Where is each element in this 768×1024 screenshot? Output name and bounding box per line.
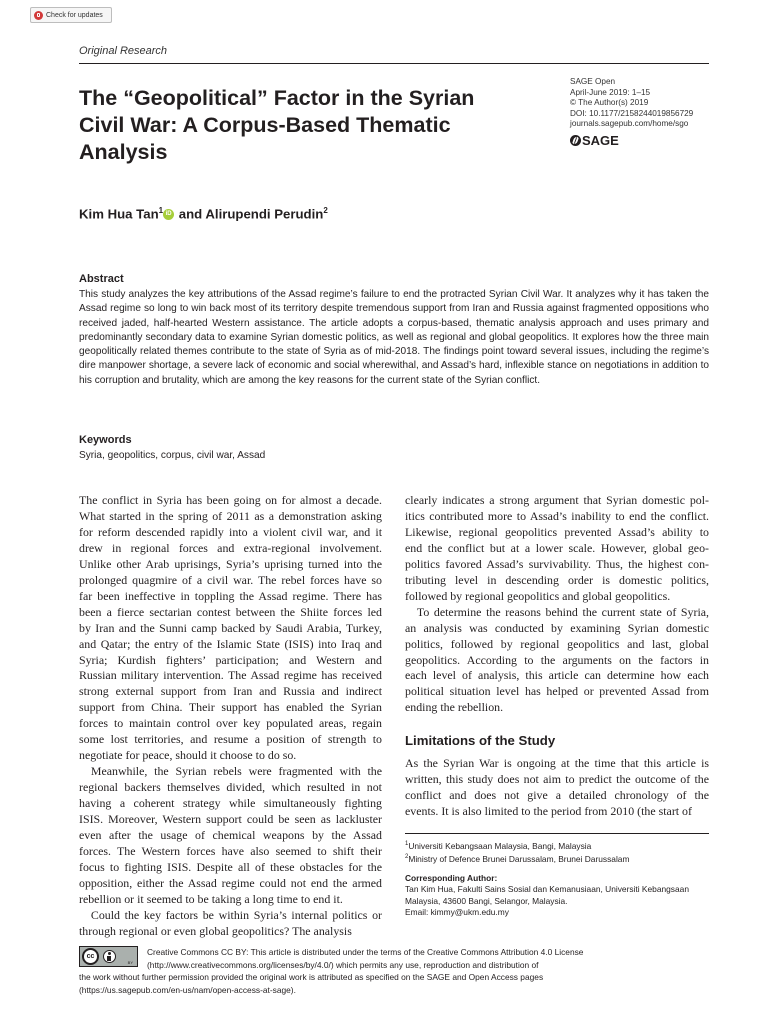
license-line: Creative Commons CC BY: This article is distributed under the terms of the Creative Commons Attribution 4.0 License (147, 947, 584, 957)
keywords-text: Syria, geopolitics, corpus, civil war, Assad (79, 450, 266, 461)
body-line: each level of analysis, this article can determine how each (405, 668, 709, 683)
body-line: for reform descended rapidly into a violent civil war, and it (79, 524, 382, 539)
journal-info (570, 77, 750, 130)
body-line: Likewise, regional geopolitics prevented Assad’s ability to (405, 524, 709, 539)
sage-logo-icon (570, 135, 581, 146)
journal-name: SAGE Open (570, 77, 616, 86)
author-name: Kim Hua Tan (79, 206, 159, 222)
body-line: geopolitics. According to the arguments on the factors in (405, 652, 709, 667)
affiliation-marker: 2 (323, 206, 328, 215)
body-line: Syria; Kurdish fighters’ participation; and Western and (79, 652, 382, 667)
body-line: been a fierce sectarian contest between the Shiite forces led (79, 604, 382, 619)
journal-url[interactable]: journals.sagepub.com/home/sgo (570, 119, 689, 129)
body-line: ending the rebellion. (405, 700, 504, 715)
abstract-heading: Abstract (79, 273, 124, 285)
body-line: by Iran and the Sunni camp backed by Saudi Arabia, Turkey, (79, 620, 382, 635)
body-line: To determine the reasons behind the current state of Syria, (405, 604, 709, 619)
body-line: opposition, either the Assad regime could not end the armed (79, 875, 382, 890)
footnotes (405, 839, 715, 918)
section-heading: Limitations of the Study (405, 733, 556, 748)
check-for-updates-button[interactable] (30, 7, 112, 23)
title-line: Civil War: A Corpus-Based Thematic (79, 113, 451, 137)
affiliation-marker: 1 (158, 206, 164, 215)
sage-logo-text: SAGE (582, 133, 619, 148)
limitations-text (405, 756, 709, 820)
body-line: an analysis was conducted by examining Syrian domestic (405, 620, 709, 635)
author-list (79, 206, 328, 221)
affiliation-1 (405, 839, 715, 852)
affiliation-text: Universiti Kebangsaan Malaysia, Bangi, Malaysia (408, 840, 592, 851)
body-line: What started in the spring of 2011 as a demonstration asking (79, 508, 382, 523)
body-line: written, this study does not aim to predict the outcome of the (405, 771, 709, 786)
body-line: itics contributed more to Assad’s inability to end the conflict. (405, 508, 709, 523)
affiliation-marker: 2 (405, 854, 409, 861)
author-connector: and (175, 206, 206, 222)
body-line: and Qatar; the entry of the Islamic State (ISIS) into Iraq and (79, 636, 382, 651)
body-line: followed by regional geopolitics and global geopolitics. (405, 588, 671, 603)
body-line: forces. The Western forces have also seemed to shift their (79, 843, 382, 858)
body-line: events. It is also limited to the period from 2010 (the start of (405, 803, 692, 818)
corresponding-author-line: Malaysia, 43600 Bangi, Selangor, Malaysia. (405, 895, 568, 906)
body-line: negotiate for peace, should it choose to do so. (79, 748, 297, 763)
keywords-heading: Keywords (79, 434, 132, 446)
journal-copyright: © The Author(s) 2019 (570, 98, 649, 108)
footnote-rule (405, 833, 709, 834)
creative-commons-icon: cc (82, 948, 99, 965)
license-line: the work without further permission provided the original work is attributed as specified on the SAGE and Open Access pages (79, 972, 544, 982)
body-line: conflict and does not give a detailed chronology of the (405, 787, 709, 802)
body-line: clearly indicates a strong argument that Syrian domestic pol- (405, 493, 709, 507)
affiliation-marker: 1 (405, 841, 409, 847)
title-line: The “Geopolitical” Factor in the Syrian (79, 86, 475, 110)
sage-logo (570, 133, 619, 148)
body-line: support from China. Their support has enabled the Syrian (79, 700, 382, 715)
corresponding-author-line: Tan Kim Hua, Fakulti Sains Sosial dan Kemanusiaan, Universiti Kebangsaan (405, 884, 689, 895)
body-line: politics, followed by regional geopolitics and last, global (405, 636, 709, 651)
affiliation-text: Ministry of Defence Brunei Darussalam, Brunei Darussalam (408, 853, 630, 864)
journal-issue: April-June 2019: 1–15 (570, 87, 651, 97)
body-column-left (79, 493, 382, 940)
body-line: drew in regional forces and extra-regional involvement. (79, 540, 382, 555)
header-rule (79, 63, 709, 64)
article-type-label: Original Research (79, 45, 168, 57)
journal-doi[interactable]: DOI: 10.1177/2158244019856729 (570, 108, 694, 118)
license-line[interactable]: (http://www.creativecommons.org/licenses/by/4.0/) which permits any use, reproduction and distribution of (147, 959, 539, 970)
body-line: politics favored Assad’s survivability. Thus, the highest con- (405, 556, 709, 571)
body-line: Meanwhile, the Syrian rebels were fragmented with the (79, 764, 382, 779)
update-icon (34, 11, 43, 20)
affiliation-2 (405, 852, 715, 865)
body-line: through regional or even global geopolitics? The analysis (79, 923, 352, 938)
license-line[interactable]: (https://us.sagepub.com/en-us/nam/open-access-at-sage). (79, 984, 296, 995)
body-line: Unlike other Arab uprisings, Syria’s uprising turned into the (79, 556, 382, 571)
body-line: Could the key factors be within Syria’s internal politics or (79, 907, 382, 922)
body-line: Russian military intervention. The Assad regime has received (79, 668, 382, 683)
corresponding-author-email (405, 907, 715, 918)
title-line: Analysis (79, 140, 168, 164)
abstract-text: This study analyzes the key attributions of the Assad regime’s failure to end the protracted Syrian Civil War. It analyzes why it has taken the Assad regime so long to win back most of its territory despite tremendous support from Iran and Russia against fragmented oppositions who received jaded, half-hearted Western assistance. The article adopts a corpus-based, thematic analysis approach and uses primary and predominantly secondary data to examine Syrian domestic politics, as well as regional and global geopolitics. It explores how the three main geopolitically related themes contribute to the state of Syria as of mid-2018. The findings point toward several issues, including the regime’s dire manpower shortage, a severe lack of economic and social wherewithal, and Assad’s hard, inflexible stance on negotiations in addition to his corruption and brutality, which are among the key reasons for the current state of the Syrian conflict. (79, 289, 709, 386)
orcid-icon[interactable]: iD (163, 209, 174, 220)
body-line: focus to fighting ISIS. Despite all of these obstacles for the (79, 859, 382, 874)
cc-by-badge[interactable] (79, 946, 138, 967)
body-line: having a coherent strategy while simultaneously fighting (79, 796, 382, 811)
attribution-icon (103, 950, 116, 963)
body-line: regional backers themselves divided, which resulted in not (79, 780, 382, 795)
email-link[interactable]: kimmy@ukm.edu.my (430, 907, 509, 918)
body-line: tributing level in descending order is domestic politics, (405, 572, 709, 587)
body-line: As the Syrian War is ongoing at the time that this article is (405, 756, 709, 770)
body-line: rebellion or it seemed to be taking a long time to end it. (79, 891, 343, 906)
body-column-right (405, 493, 709, 716)
body-line: far been ineffective in toppling the Assad regime. There has (79, 588, 382, 603)
email-label: Email: (405, 907, 431, 918)
check-for-updates-label: Check for updates (46, 11, 103, 19)
article-title (79, 85, 529, 166)
body-line: political situation level has helped or prevented Assad from (405, 684, 709, 699)
body-line: even after the usage of chemical weapons by the Assad (79, 828, 382, 843)
body-line: prolonged quagmire of a civil war. The rebel forces have so (79, 572, 382, 587)
body-line: The conflict in Syria has been going on for almost a decade. (79, 493, 382, 507)
body-line: end the conflict but at a lower scale. However, global geo- (405, 540, 709, 555)
author-name: Alirupendi Perudin (205, 206, 324, 222)
body-line: some lost territories, and resume a position of strength to (79, 732, 382, 747)
corresponding-author-heading: Corresponding Author: (405, 873, 498, 884)
body-line: ISIS. Moreover, Western support could be seen as lackluster (79, 812, 382, 827)
license-notice (79, 946, 719, 996)
body-line: forces to maintain control over key populated areas, regain (79, 716, 382, 731)
by-label: BY (127, 960, 133, 965)
body-line: strong external support from Iran and Russia and indirect (79, 684, 382, 699)
